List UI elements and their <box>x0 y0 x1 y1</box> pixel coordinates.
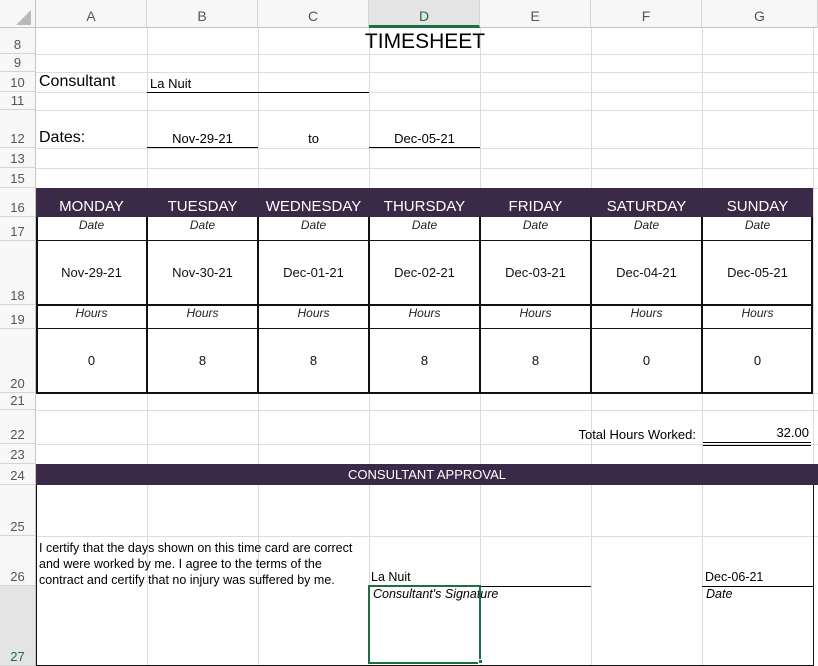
dates-label: Dates: <box>39 129 86 146</box>
row-header-10[interactable]: 10 <box>0 72 36 92</box>
hours-cell-tuesday[interactable]: 8 <box>198 353 207 368</box>
row-header-12[interactable]: 12 <box>0 110 36 148</box>
row-header-27[interactable]: 27 <box>0 586 36 666</box>
date-to-cell[interactable]: Dec-05-21 <box>394 131 455 146</box>
day-header-thursday: THURSDAY <box>383 198 466 215</box>
date-cell-tuesday[interactable]: Nov-30-21 <box>172 265 233 280</box>
table-border <box>36 328 813 329</box>
column-header-e[interactable]: E <box>480 0 591 28</box>
hours-sublabel: Hours <box>75 306 108 320</box>
date-cell-thursday[interactable]: Dec-02-21 <box>394 265 455 280</box>
approval-date-label: Date <box>706 587 733 601</box>
date-sublabel: Date <box>522 218 549 232</box>
date-to-underline <box>369 147 480 148</box>
row-header-20[interactable]: 20 <box>0 329 36 393</box>
day-header-wednesday: WEDNESDAY <box>265 198 362 215</box>
gridline <box>36 72 818 73</box>
gridline <box>36 110 818 111</box>
approval-header-band: CONSULTANT APPROVAL <box>36 464 818 485</box>
column-header-d[interactable]: D <box>369 0 480 28</box>
hours-cell-thursday[interactable]: 8 <box>420 353 429 368</box>
gridline <box>36 410 818 411</box>
hours-sublabel: Hours <box>408 306 441 320</box>
gridline <box>36 444 818 445</box>
hours-sublabel: Hours <box>741 306 774 320</box>
row-header-23[interactable]: 23 <box>0 444 36 464</box>
signature-name-cell[interactable]: La Nuit <box>371 570 411 584</box>
row-header-11[interactable]: 11 <box>0 92 36 110</box>
column-header-g[interactable]: G <box>702 0 818 28</box>
certification-text: I certify that the days shown on this time card are correct and were worked by me. I agree to the terms of the contract and certify that no injury was suffered by me. <box>39 541 353 587</box>
consultant-label: Consultant <box>39 73 116 90</box>
column-header-b[interactable]: B <box>147 0 258 28</box>
total-hours-label: Total Hours Worked: <box>578 427 696 442</box>
hours-cell-monday[interactable]: 0 <box>87 353 96 368</box>
row-header-15[interactable]: 15 <box>0 168 36 188</box>
day-header-friday: FRIDAY <box>508 198 563 215</box>
row-header-21[interactable]: 21 <box>0 393 36 410</box>
date-sublabel: Date <box>633 218 660 232</box>
total-hours-value[interactable]: 32.00 <box>776 425 809 440</box>
date-sublabel: Date <box>189 218 216 232</box>
date-sublabel: Date <box>744 218 771 232</box>
page-title: TIMESHEET <box>364 30 486 53</box>
consultant-name-cell[interactable]: La Nuit <box>150 76 192 91</box>
hours-sublabel: Hours <box>297 306 330 320</box>
column-header-a[interactable]: A <box>36 0 147 28</box>
date-cell-monday[interactable]: Nov-29-21 <box>61 265 122 280</box>
hours-cell-saturday[interactable]: 0 <box>642 353 651 368</box>
column-header-f[interactable]: F <box>591 0 702 28</box>
table-border <box>36 240 813 241</box>
row-header-8[interactable]: 8 <box>0 28 36 54</box>
day-header-sunday: SUNDAY <box>726 198 789 215</box>
row-header-26[interactable]: 26 <box>0 536 36 586</box>
day-header-saturday: SATURDAY <box>606 198 687 215</box>
hours-sublabel: Hours <box>519 306 552 320</box>
row-header-24[interactable]: 24 <box>0 464 36 485</box>
day-header-monday: MONDAY <box>59 198 124 215</box>
hours-sublabel: Hours <box>630 306 663 320</box>
hours-cell-wednesday[interactable]: 8 <box>309 353 318 368</box>
row-header-19[interactable]: 19 <box>0 305 36 329</box>
hours-sublabel: Hours <box>186 306 219 320</box>
date-sublabel: Date <box>78 218 105 232</box>
select-all-triangle-icon <box>0 0 36 28</box>
row-header-13[interactable]: 13 <box>0 148 36 168</box>
row-header-9[interactable]: 9 <box>0 54 36 72</box>
fill-handle[interactable] <box>478 659 483 664</box>
hours-cell-sunday[interactable]: 0 <box>753 353 762 368</box>
total-double-underline <box>703 442 811 446</box>
hours-cell-friday[interactable]: 8 <box>531 353 540 368</box>
active-cell-selection[interactable] <box>368 585 481 664</box>
consultant-underline <box>147 92 369 93</box>
row-header-18[interactable]: 18 <box>0 241 36 305</box>
date-cell-friday[interactable]: Dec-03-21 <box>505 265 566 280</box>
day-header-tuesday: TUESDAY <box>167 198 238 215</box>
date-cell-saturday[interactable]: Dec-04-21 <box>616 265 677 280</box>
date-cell-wednesday[interactable]: Dec-01-21 <box>283 265 344 280</box>
row-header-25[interactable]: 25 <box>0 485 36 536</box>
row-header-16[interactable]: 16 <box>0 188 36 217</box>
gridline <box>36 148 818 149</box>
row-header-22[interactable]: 22 <box>0 410 36 444</box>
column-header-c[interactable]: C <box>258 0 369 28</box>
approval-date-cell[interactable]: Dec-06-21 <box>705 570 764 584</box>
gridline <box>36 168 818 169</box>
select-all-corner[interactable] <box>0 0 36 28</box>
row-header-17[interactable]: 17 <box>0 217 36 241</box>
date-from-cell[interactable]: Nov-29-21 <box>172 131 233 146</box>
date-sublabel: Date <box>411 218 438 232</box>
signature-label: Consultant's Signature <box>373 587 499 601</box>
dates-to-label: to <box>308 131 319 146</box>
date-cell-sunday[interactable]: Dec-05-21 <box>727 265 788 280</box>
date-from-underline <box>147 147 258 148</box>
date-sublabel: Date <box>300 218 327 232</box>
